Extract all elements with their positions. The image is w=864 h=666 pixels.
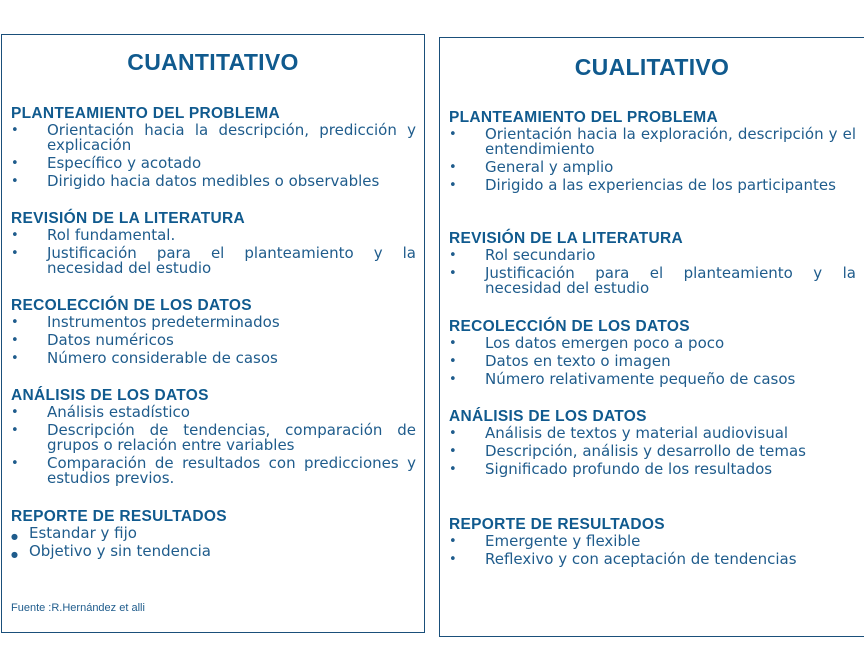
list-item: • Comparación de resultados con predicciones y estudios previos.: [11, 454, 416, 487]
list-item: • Específico y acotado: [11, 154, 202, 172]
list-item: • Justificación para el planteamiento y la necesidad del estudio: [449, 264, 856, 297]
bullet-icon: •: [11, 174, 19, 189]
quantitative-panel: [1, 34, 425, 633]
section-reporte: [11, 508, 416, 562]
list-item: • Instrumentos predeterminados: [11, 313, 280, 331]
section-heading: PLANTEAMIENTO DEL PROBLEMA: [449, 109, 719, 126]
section-heading: REPORTE DE RESULTADOS: [449, 516, 665, 533]
bullet-icon: •: [449, 444, 457, 459]
list-item: • Dirigido a las experiencias de los participantes: [449, 176, 836, 194]
section-revision: [11, 210, 416, 279]
section-planteamiento: [449, 109, 856, 196]
list-item: • Datos numéricos: [11, 331, 174, 349]
section-heading: ANÁLISIS DE LOS DATOS: [449, 408, 647, 425]
list-item: ● Objetivo y sin tendencia: [11, 542, 211, 560]
list-item: • Número relativamente pequeño de casos: [449, 370, 796, 388]
qualitative-panel: [439, 37, 864, 637]
section-heading: REVISIÓN DE LA LITERATURA: [11, 210, 245, 227]
list-item: • General y amplio: [449, 158, 614, 176]
bullet-icon: •: [449, 248, 457, 263]
list-item: • Reflexivo y con aceptación de tendencias: [449, 550, 797, 568]
section-revision: [449, 230, 856, 299]
list-item: • Descripción de tendencias, comparación de grupos o relación entre variables: [11, 421, 416, 454]
section-reporte: [449, 516, 856, 570]
bullet-icon: •: [449, 160, 457, 175]
section-recoleccion: [11, 297, 416, 369]
panel-title: CUALITATIVO: [574, 54, 730, 80]
bullet-icon: •: [449, 266, 457, 281]
small-bullet-icon: ●: [11, 532, 18, 541]
bullet-icon: •: [449, 462, 457, 477]
section-heading: PLANTEAMIENTO DEL PROBLEMA: [11, 105, 281, 122]
bullet-icon: •: [11, 246, 19, 261]
list-item: • Los datos emergen poco a poco: [449, 334, 725, 352]
bullet-icon: •: [449, 127, 457, 142]
bullet-icon: •: [11, 156, 19, 171]
bullet-icon: •: [449, 336, 457, 351]
bullet-icon: •: [449, 372, 457, 387]
bullet-icon: •: [11, 423, 19, 438]
section-heading: ANÁLISIS DE LOS DATOS: [11, 387, 209, 404]
list-item: • Descripción, análisis y desarrollo de temas: [449, 442, 806, 460]
section-heading: RECOLECCIÓN DE LOS DATOS: [449, 318, 690, 335]
list-item: • Orientación hacia la exploración, descripción y el entendimiento: [449, 125, 856, 158]
list-item: • Datos en texto o imagen: [449, 352, 671, 370]
list-item: • Rol secundario: [449, 246, 596, 264]
bullet-icon: •: [11, 351, 19, 366]
bullet-icon: •: [11, 315, 19, 330]
list-item: • Justificación para el planteamiento y la necesidad del estudio: [11, 244, 416, 277]
source-caption: Fuente :R.Hernández et alli: [11, 602, 145, 614]
section-heading: RECOLECCIÓN DE LOS DATOS: [11, 297, 252, 314]
list-item: • Orientación hacia la descripción, predicción y explicación: [11, 121, 416, 154]
list-item: • Número considerable de casos: [11, 349, 278, 367]
bullet-icon: •: [449, 354, 457, 369]
bullet-icon: •: [449, 426, 457, 441]
section-heading: REPORTE DE RESULTADOS: [11, 508, 227, 525]
bullet-icon: •: [11, 456, 19, 471]
small-bullet-icon: ●: [11, 550, 18, 559]
bullet-icon: •: [11, 123, 19, 138]
list-item: • Dirigido hacia datos medibles o observables: [11, 172, 380, 190]
list-item: • Emergente y flexible: [449, 532, 641, 550]
section-heading: REVISIÓN DE LA LITERATURA: [449, 230, 683, 247]
bullet-icon: •: [449, 552, 457, 567]
bullet-icon: •: [449, 534, 457, 549]
bullet-icon: •: [11, 228, 19, 243]
list-item: ● Estandar y fijo: [11, 524, 137, 542]
section-analisis: [449, 408, 856, 480]
section-analisis: [11, 387, 416, 489]
list-item: • Análisis estadístico: [11, 403, 190, 421]
panel-title: CUANTITATIVO: [127, 49, 299, 75]
list-item: • Significado profundo de los resultados: [449, 460, 773, 478]
list-item: • Análisis de textos y material audiovisual: [449, 424, 789, 442]
section-planteamiento: [11, 105, 416, 192]
list-item: • Rol fundamental.: [11, 226, 176, 244]
bullet-icon: •: [11, 405, 19, 420]
bullet-icon: •: [11, 333, 19, 348]
bullet-icon: •: [449, 178, 457, 193]
section-recoleccion: [449, 318, 856, 390]
